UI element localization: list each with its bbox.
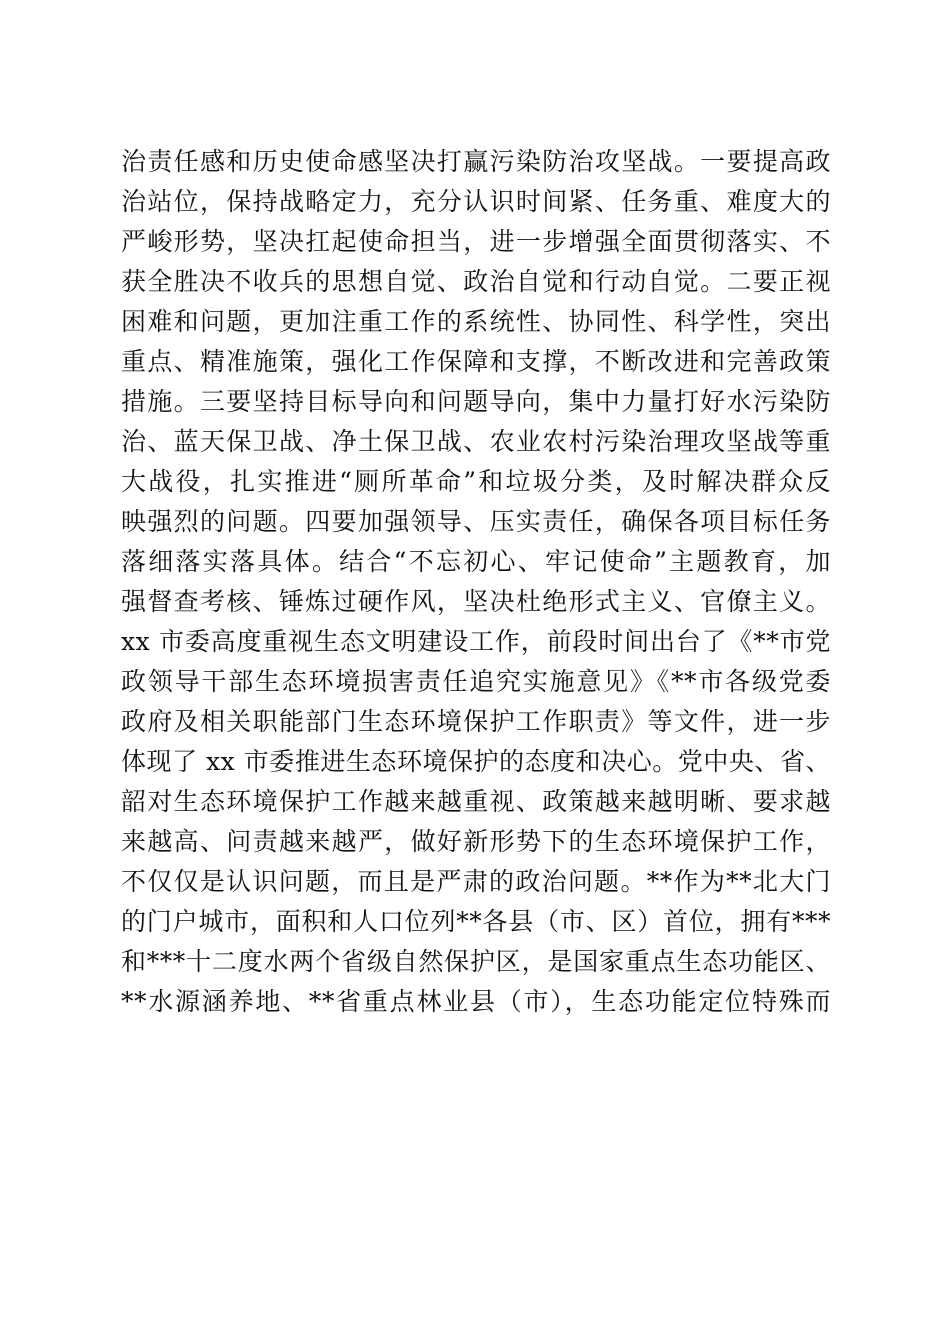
- text-line: 映强烈的问题。四要加强领导、压实责任，确保各项目标任务: [121, 507, 831, 536]
- text-line: 治站位，保持战略定力，充分认识时间紧、任务重、难度大的: [121, 187, 831, 216]
- text-line: 不仅仅是认识问题，而且是严肃的政治问题。**作为**北大门: [121, 867, 831, 896]
- text-line: 重点、精准施策，强化工作保障和支撑，不断改进和完善政策: [121, 347, 831, 376]
- text-line: 的门户城市，面积和人口位列**各县（市、区）首位，拥有***: [121, 907, 831, 936]
- text-line: 落细落实落具体。结合“不忘初心、牢记使命”主题教育，加: [121, 547, 831, 576]
- text-line: 大战役，扎实推进“厕所革命”和垃圾分类，及时解决群众反: [121, 467, 831, 496]
- text-line: 韶对生态环境保护工作越来越重视、政策越来越明晰、要求越: [121, 787, 831, 816]
- text-line: 措施。三要坚持目标导向和问题导向，集中力量打好水污染防: [121, 387, 831, 416]
- text-line: 困难和问题，更加注重工作的系统性、协同性、科学性，突出: [121, 307, 831, 336]
- text-line: 强督查考核、锤炼过硬作风，坚决杜绝形式主义、官僚主义。: [121, 587, 831, 616]
- text-line: 体现了 xx 市委推进生态环境保护的态度和决心。党中央、省、: [121, 747, 831, 776]
- text-line: 治、蓝天保卫战、净土保卫战、农业农村污染治理攻坚战等重: [121, 427, 831, 456]
- text-line: 获全胜决不收兵的思想自觉、政治自觉和行动自觉。二要正视: [121, 267, 831, 296]
- text-line: **水源涵养地、**省重点林业县（市），生态功能定位特殊而: [121, 987, 831, 1016]
- text-line: 政领导干部生态环境损害责任追究实施意见》《**市各级党委: [121, 667, 831, 696]
- text-line: xx 市委高度重视生态文明建设工作，前段时间出台了《**市党: [121, 627, 831, 656]
- body-text: [121, 142, 831, 1022]
- text-line: 来越高、问责越来越严，做好新形势下的生态环境保护工作，: [121, 827, 831, 856]
- text-line: 治责任感和历史使命感坚决打赢污染防治攻坚战。一要提高政: [121, 147, 831, 176]
- text-line: 和***十二度水两个省级自然保护区，是国家重点生态功能区、: [121, 947, 831, 976]
- text-line: 严峻形势，坚决扛起使命担当，进一步增强全面贯彻落实、不: [121, 227, 831, 256]
- text-line: 政府及相关职能部门生态环境保护工作职责》等文件，进一步: [121, 707, 831, 736]
